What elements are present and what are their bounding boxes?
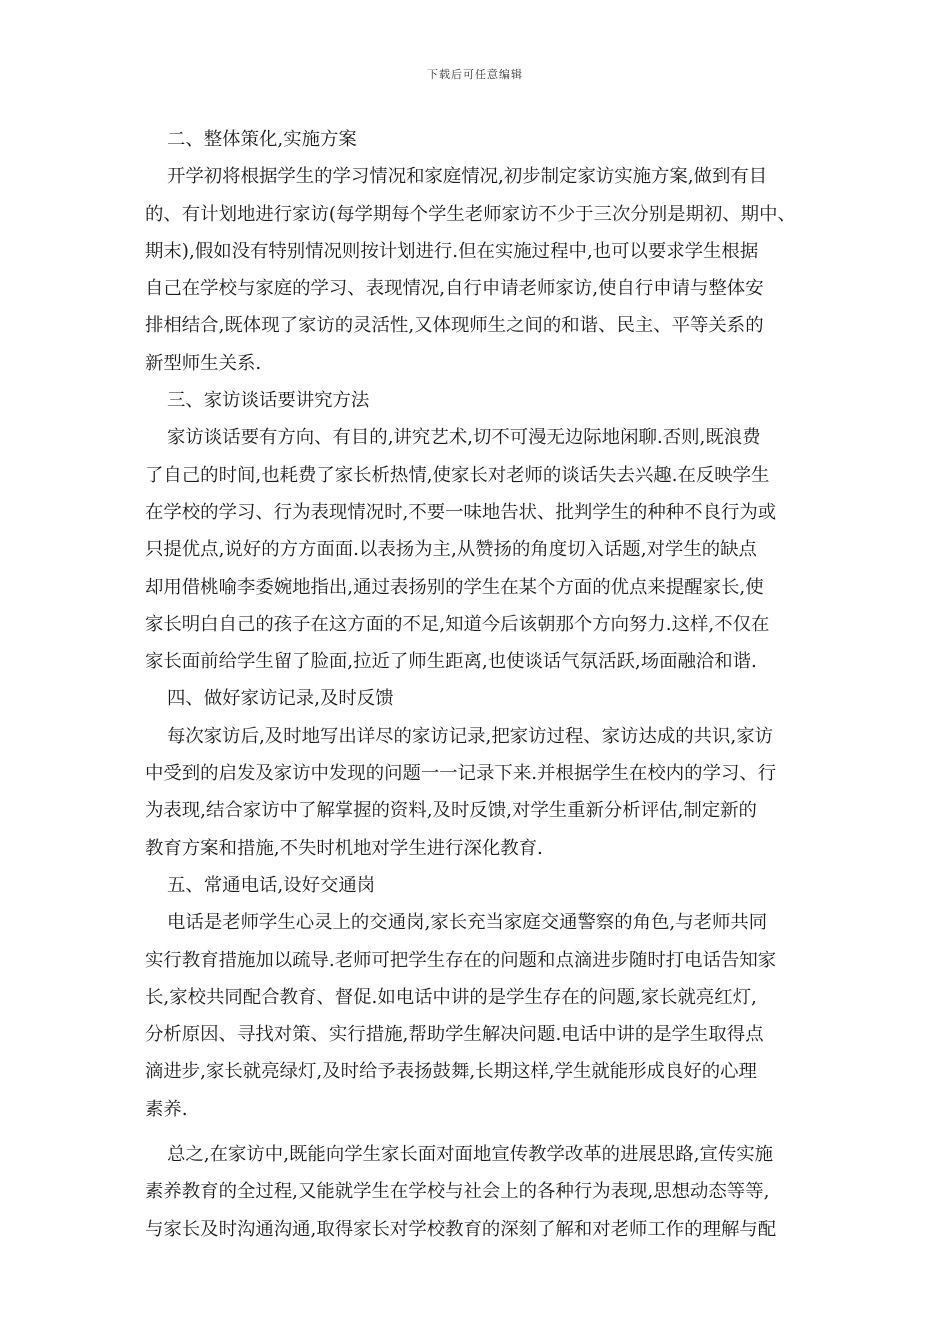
text-line: 为表现,结合家访中了解掌握的资料,及时反馈,对学生重新分析评估,制定新的	[145, 800, 757, 822]
text-line: 开学初将根据学生的学习情况和家庭情况,初步制定家访实施方案,做到有目	[167, 166, 768, 188]
text-line: 总之,在家访中,既能向学生家长面对面地宣传教学改革的进展思路,宣传实施	[167, 1144, 774, 1166]
text-line: 与家长及时沟通沟通,取得家长对学校教育的深刻了解和对老师工作的理解与配	[145, 1218, 777, 1240]
text-line: 每次家访后,及时地写出详尽的家访记录,把家访过程、家访达成的共识,家访	[167, 725, 774, 747]
text-line: 滴进步,家长就亮绿灯,及时给予表扬鼓舞,长期这样,学生就能形成良好的心理	[145, 1061, 757, 1083]
text-line: 期末),假如没有特别情况则按计划进行.但在实施过程中,也可以要求学生根据	[145, 240, 759, 262]
page-header: 下载后可任意编辑	[427, 68, 523, 81]
text-line: 自己在学校与家庭的学习、表现情况,自行申请老师家访,使自行申请与整体安	[145, 278, 764, 300]
text-line: 在学校的学习、行为表现情况时,不要一味地告状、批判学生的种种不良行为或	[145, 501, 777, 523]
text-line: 四、做好家访记录,及时反馈	[167, 688, 394, 710]
text-line: 三、家访谈话要讲究方法	[167, 390, 370, 412]
document-body	[145, 121, 809, 1248]
text-line: 家访谈话要有方向、有目的,讲究艺术,切不可漫无边际地闲聊.否则,既浪费	[167, 427, 761, 449]
text-line: 只提优点,说好的方方面面.以表扬为主,从赞扬的角度切入话题,对学生的缺点	[145, 539, 757, 561]
text-line: 新型师生关系.	[145, 352, 262, 374]
text-line: 了自己的时间,也耗费了家长析热情,使家长对老师的谈话失去兴趣.在反映学生	[145, 464, 770, 486]
text-line: 家长明白自己的孩子在这方面的不足,知道今后该朝那个方向努力.这样,不仅在	[145, 613, 770, 635]
text-line: 排相结合,既体现了家访的灵活性,又体现师生之间的和谐、民主、平等关系的	[145, 315, 764, 337]
text-line: 电话是老师学生心灵上的交通岗,家长充当家庭交通警察的角色,与老师共同	[167, 912, 768, 934]
text-line: 实行教育措施加以疏导.老师可把学生存在的问题和点滴进步随时打电话告知家	[145, 949, 777, 971]
text-line: 素养教育的全过程,又能就学生在学校与社会上的各种行为表现,思想动态等等,	[145, 1181, 770, 1203]
text-line: 素养.	[145, 1098, 188, 1120]
text-line: 二、整体策化,实施方案	[167, 129, 357, 150]
text-line: 五、常通电话,设好交通岗	[167, 874, 376, 896]
text-line: 分析原因、寻找对策、实行措施,帮助学生解决问题.电话中讲的是学生取得点	[145, 1024, 764, 1046]
text-line: 中受到的启发及家访中发现的问题一一记录下来.并根据学生在校内的学习、行	[145, 763, 777, 785]
text-line: 长,家校共同配合教育、督促.如电话中讲的是学生存在的问题,家长就亮红灯,	[145, 986, 757, 1008]
text-line: 的、有计划地进行家访(每学期每个学生老师家访不少于三次分别是期初、期中、	[145, 203, 796, 225]
text-line: 家长面前给学生留了脸面,拉近了师生距离,也使谈话气氛活跃,场面融洽和谐.	[145, 651, 757, 673]
text-line: 教育方案和措施,不失时机地对学生进行深化教育.	[145, 837, 543, 859]
text-line: 却用借桃喻李委婉地指出,通过表扬别的学生在某个方面的优点来提醒家长,使	[145, 576, 764, 598]
